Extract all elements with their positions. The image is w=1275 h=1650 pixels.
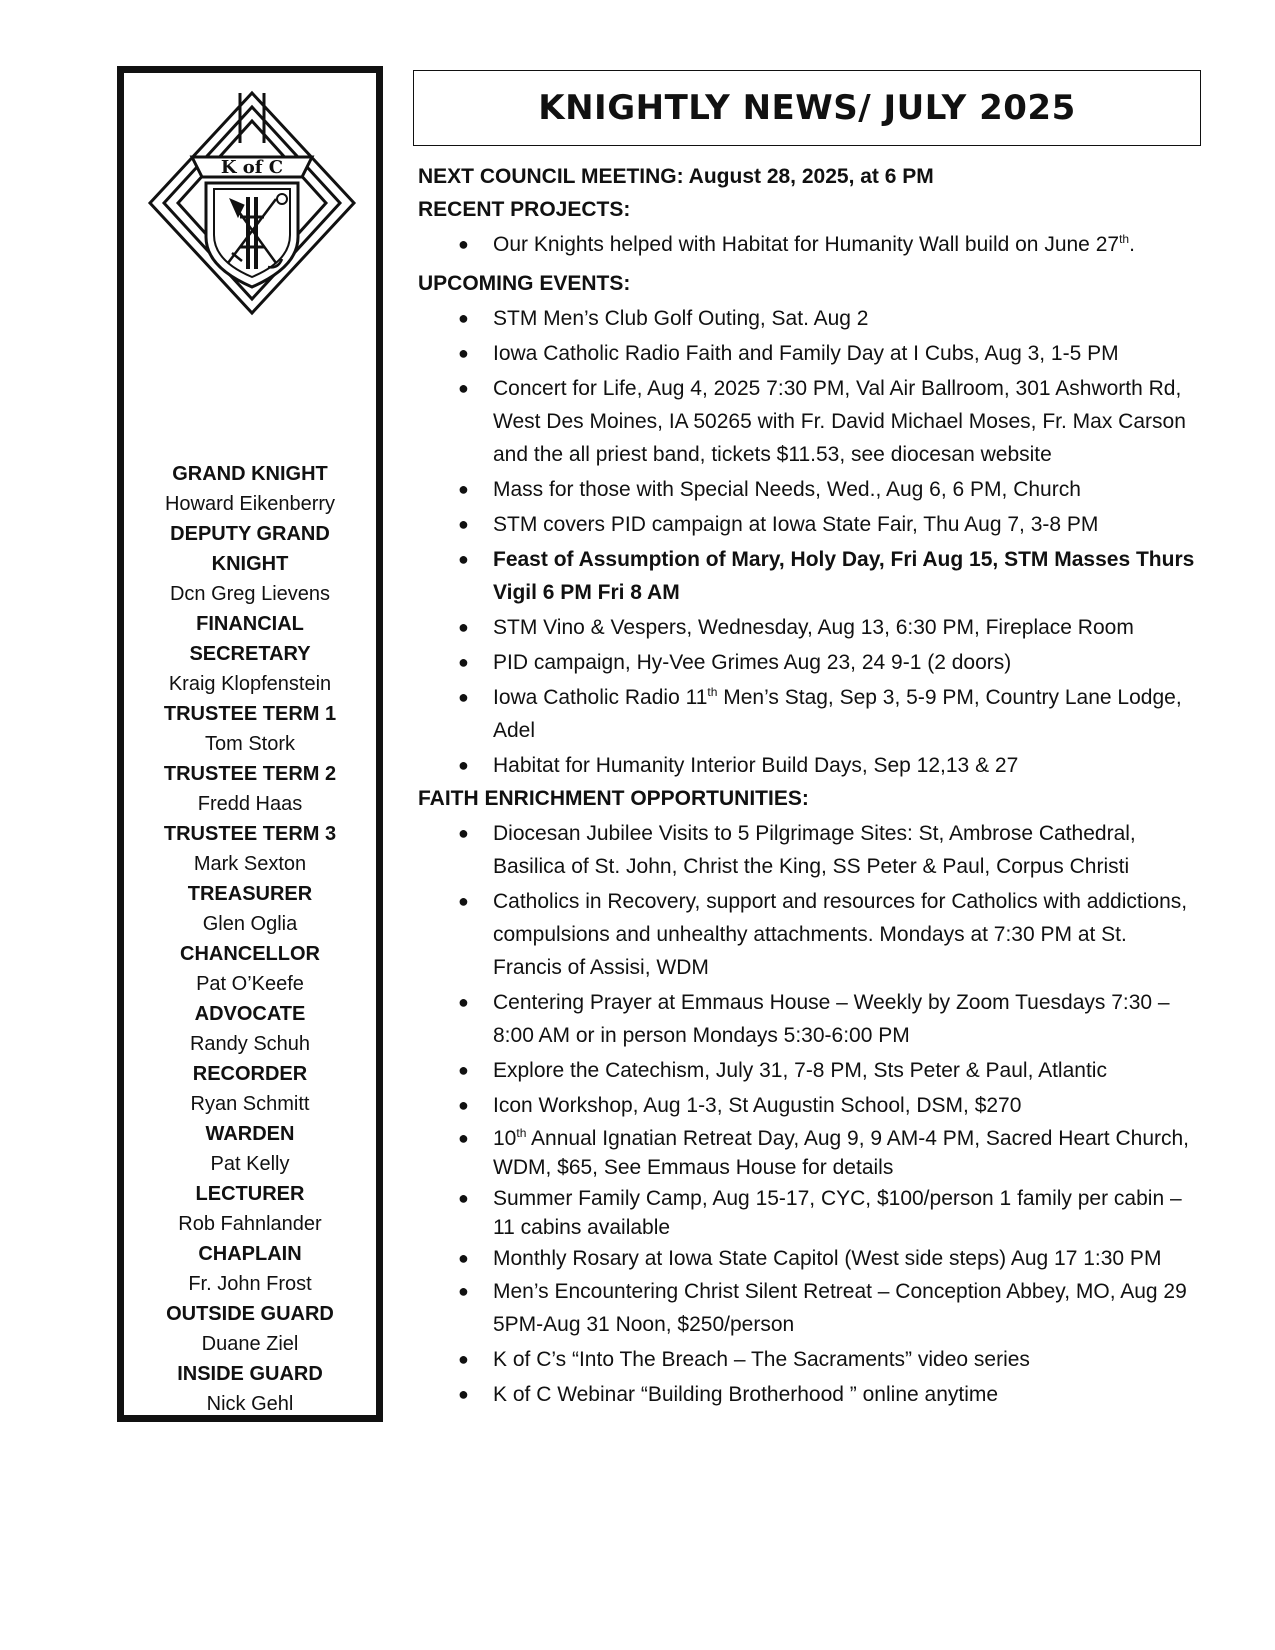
list-item <box>418 986 1198 1052</box>
bullet-icon: ● <box>458 378 469 398</box>
item-text: Explore the Catechism, July 31, 7-8 PM, Sts Peter & Paul, Atlantic <box>493 1059 1107 1082</box>
list-item <box>418 749 1198 782</box>
officer-name: Fredd Haas <box>197 793 303 815</box>
list-item <box>418 508 1198 541</box>
bullet-icon: ● <box>458 823 469 843</box>
bullet-icon: ● <box>458 891 469 911</box>
faith-enrichment-list <box>418 817 1198 1411</box>
list-item <box>418 337 1198 370</box>
officer-title: TRUSTEE TERM 3 <box>163 823 337 845</box>
item-text: PID campaign, Hy-Vee Grimes Aug 23, 24 9-1 (2 doors) <box>493 651 1012 674</box>
officer-name: Rob Fahnlander <box>178 1213 322 1235</box>
bullet-icon: ● <box>458 687 469 707</box>
officer-title: RECORDER <box>192 1063 308 1085</box>
bullet-icon: ● <box>458 1128 469 1148</box>
list-item <box>418 543 1198 609</box>
list-item <box>418 473 1198 506</box>
officer-name: Glen Oglia <box>202 913 298 935</box>
officer-title: FINANCIAL SECRETARY <box>189 613 311 665</box>
bullet-icon: ● <box>458 1248 469 1268</box>
item-text: Centering Prayer at Emmaus House – Weekly by Zoom Tuesdays 7:30 – 8:00 AM or in person Mondays 5:30-6:00 PM <box>493 991 1170 1047</box>
bullet-icon: ● <box>458 514 469 534</box>
item-text: K of C Webinar “Building Brotherhood ” online anytime <box>493 1383 999 1406</box>
officer-title: CHAPLAIN <box>198 1243 302 1265</box>
officer-name: Tom Stork <box>204 733 296 755</box>
list-item <box>418 302 1198 335</box>
officer-name: Pat Kelly <box>210 1153 290 1175</box>
bullet-icon: ● <box>458 1349 469 1369</box>
bullet-icon: ● <box>458 479 469 499</box>
list-item <box>418 1089 1198 1122</box>
list-item <box>418 1054 1198 1087</box>
item-text-continued: Men’s Stag, Sep 3, 5-9 PM, Country Lane Lodge, Adel <box>493 686 1182 742</box>
bullet-icon: ● <box>458 308 469 328</box>
item-text: Iowa Catholic Radio Faith and Family Day at I Cubs, Aug 3, 1-5 PM <box>493 342 1119 365</box>
officer-sidebar <box>117 66 383 1422</box>
officer-name: Mark Sexton <box>193 853 307 875</box>
item-text: Monthly Rosary at Iowa State Capitol (West side steps) Aug 17 1:30 PM <box>493 1247 1162 1270</box>
item-text: Our Knights helped with Habitat for Humanity Wall build on June 27 <box>493 233 1120 256</box>
item-text-continued: . <box>1129 233 1135 256</box>
bullet-icon: ● <box>458 1384 469 1404</box>
newsletter-content <box>418 160 1198 1411</box>
list-item <box>418 646 1198 679</box>
officer-name: Nick Gehl <box>206 1393 294 1415</box>
next-meeting: NEXT COUNCIL MEETING: August 28, 2025, at 6 PM <box>418 165 934 188</box>
officer-list <box>124 459 376 1419</box>
recent-projects-list <box>418 228 1198 261</box>
list-item <box>418 1275 1198 1341</box>
bullet-icon: ● <box>458 1060 469 1080</box>
officer-title: TRUSTEE TERM 2 <box>163 763 337 785</box>
faith-enrichment-heading: FAITH ENRICHMENT OPPORTUNITIES: <box>418 787 809 810</box>
item-text: Summer Family Camp, Aug 15-17, CYC, $100/person 1 family per cabin – 11 cabins available <box>493 1187 1182 1239</box>
officer-name: Randy Schuh <box>189 1033 311 1055</box>
officer-title: CHANCELLOR <box>180 943 320 965</box>
bullet-icon: ● <box>458 652 469 672</box>
bullet-icon: ● <box>458 617 469 637</box>
upcoming-events-heading: UPCOMING EVENTS: <box>418 272 631 295</box>
bullet-icon: ● <box>458 234 469 254</box>
item-text: K of C’s “Into The Breach – The Sacraments” video series <box>493 1348 1030 1371</box>
officer-title: WARDEN <box>205 1123 295 1145</box>
officer-name: Kraig Klopfenstein <box>168 673 332 695</box>
item-text: Icon Workshop, Aug 1-3, St Augustin School, DSM, $270 <box>493 1094 1022 1117</box>
officer-name: Dcn Greg Lievens <box>169 583 331 605</box>
list-item <box>418 817 1198 883</box>
item-text-continued: Annual Ignatian Retreat Day, Aug 9, 9 AM-4 PM, Sacred Heart Church, WDM, $65, See Emmaus House for details <box>493 1127 1190 1179</box>
item-text: Diocesan Jubilee Visits to 5 Pilgrimage Sites: St, Ambrose Cathedral, Basilica of St. John, Christ the King, SS Peter & Paul, Corpus Christi <box>493 822 1136 878</box>
officer-name: Duane Ziel <box>201 1333 299 1355</box>
list-item <box>418 885 1198 984</box>
newsletter-title: KNIGHTLY NEWS/ JULY 2025 <box>538 88 1076 128</box>
officer-name: Ryan Schmitt <box>190 1093 310 1115</box>
headline-box <box>413 70 1201 146</box>
item-text: Feast of Assumption of Mary, Holy Day, Fri Aug 15, STM Masses Thurs Vigil 6 PM Fri 8 AM <box>493 548 1195 604</box>
bullet-icon: ● <box>458 1188 469 1208</box>
item-superscript: th <box>516 1126 527 1140</box>
item-text: STM Men’s Club Golf Outing, Sat. Aug 2 <box>493 307 869 330</box>
officer-title: ADVOCATE <box>194 1003 306 1025</box>
officer-title: DEPUTY GRAND KNIGHT <box>170 523 330 575</box>
officer-name: Fr. John Frost <box>188 1273 312 1295</box>
item-text: Iowa Catholic Radio 11 <box>493 686 708 709</box>
knights-of-columbus-emblem <box>144 87 360 319</box>
item-text: Habitat for Humanity Interior Build Days, Sep 12,13 & 27 <box>493 754 1019 777</box>
list-item <box>418 1343 1198 1376</box>
officer-title: LECTURER <box>195 1183 305 1205</box>
item-superscript: th <box>707 685 718 699</box>
list-item <box>418 681 1198 747</box>
officer-title: TREASURER <box>187 883 313 905</box>
bullet-icon: ● <box>458 343 469 363</box>
bullet-icon: ● <box>458 992 469 1012</box>
item-text: Concert for Life, Aug 4, 2025 7:30 PM, Val Air Ballroom, 301 Ashworth Rd, West Des Moines, IA 50265 with Fr. David Michael Moses, Fr. Max Carson and the all priest band, tickets $11.53, see diocesan website <box>493 377 1186 466</box>
item-text: Catholics in Recovery, support and resources for Catholics with addictions, compulsions and unhealthy attachments. Mondays at 7:30 PM at St. Francis of Assisi, WDM <box>493 890 1188 979</box>
officer-name: Howard Eikenberry <box>164 493 336 515</box>
emblem-label: K of C <box>220 157 284 178</box>
officer-title: TRUSTEE TERM 1 <box>163 703 337 725</box>
upcoming-events-list <box>418 302 1198 782</box>
item-text: Men’s Encountering Christ Silent Retreat – Conception Abbey, MO, Aug 29 5PM-Aug 31 Noon, $250/person <box>493 1280 1187 1336</box>
item-text: 10 <box>493 1127 517 1150</box>
bullet-icon: ● <box>458 1095 469 1115</box>
officer-title: OUTSIDE GUARD <box>166 1303 334 1325</box>
item-text: STM Vino & Vespers, Wednesday, Aug 13, 6:30 PM, Fireplace Room <box>493 616 1134 639</box>
officer-title: INSIDE GUARD <box>177 1363 323 1385</box>
recent-projects-heading: RECENT PROJECTS: <box>418 198 631 221</box>
list-item <box>418 1244 1198 1273</box>
item-superscript: th <box>1119 232 1130 246</box>
list-item <box>418 1184 1198 1242</box>
officer-title: GRAND KNIGHT <box>172 463 328 485</box>
bullet-icon: ● <box>458 549 469 569</box>
list-item <box>418 611 1198 644</box>
list-item <box>418 1378 1198 1411</box>
item-text: Mass for those with Special Needs, Wed., Aug 6, 6 PM, Church <box>493 478 1081 501</box>
officer-name: Pat O’Keefe <box>196 973 304 995</box>
list-item <box>418 372 1198 471</box>
item-text: STM covers PID campaign at Iowa State Fair, Thu Aug 7, 3-8 PM <box>493 513 1099 536</box>
list-item <box>418 1124 1198 1182</box>
bullet-icon: ● <box>458 1281 469 1301</box>
bullet-icon: ● <box>458 755 469 775</box>
list-item <box>418 228 1198 261</box>
